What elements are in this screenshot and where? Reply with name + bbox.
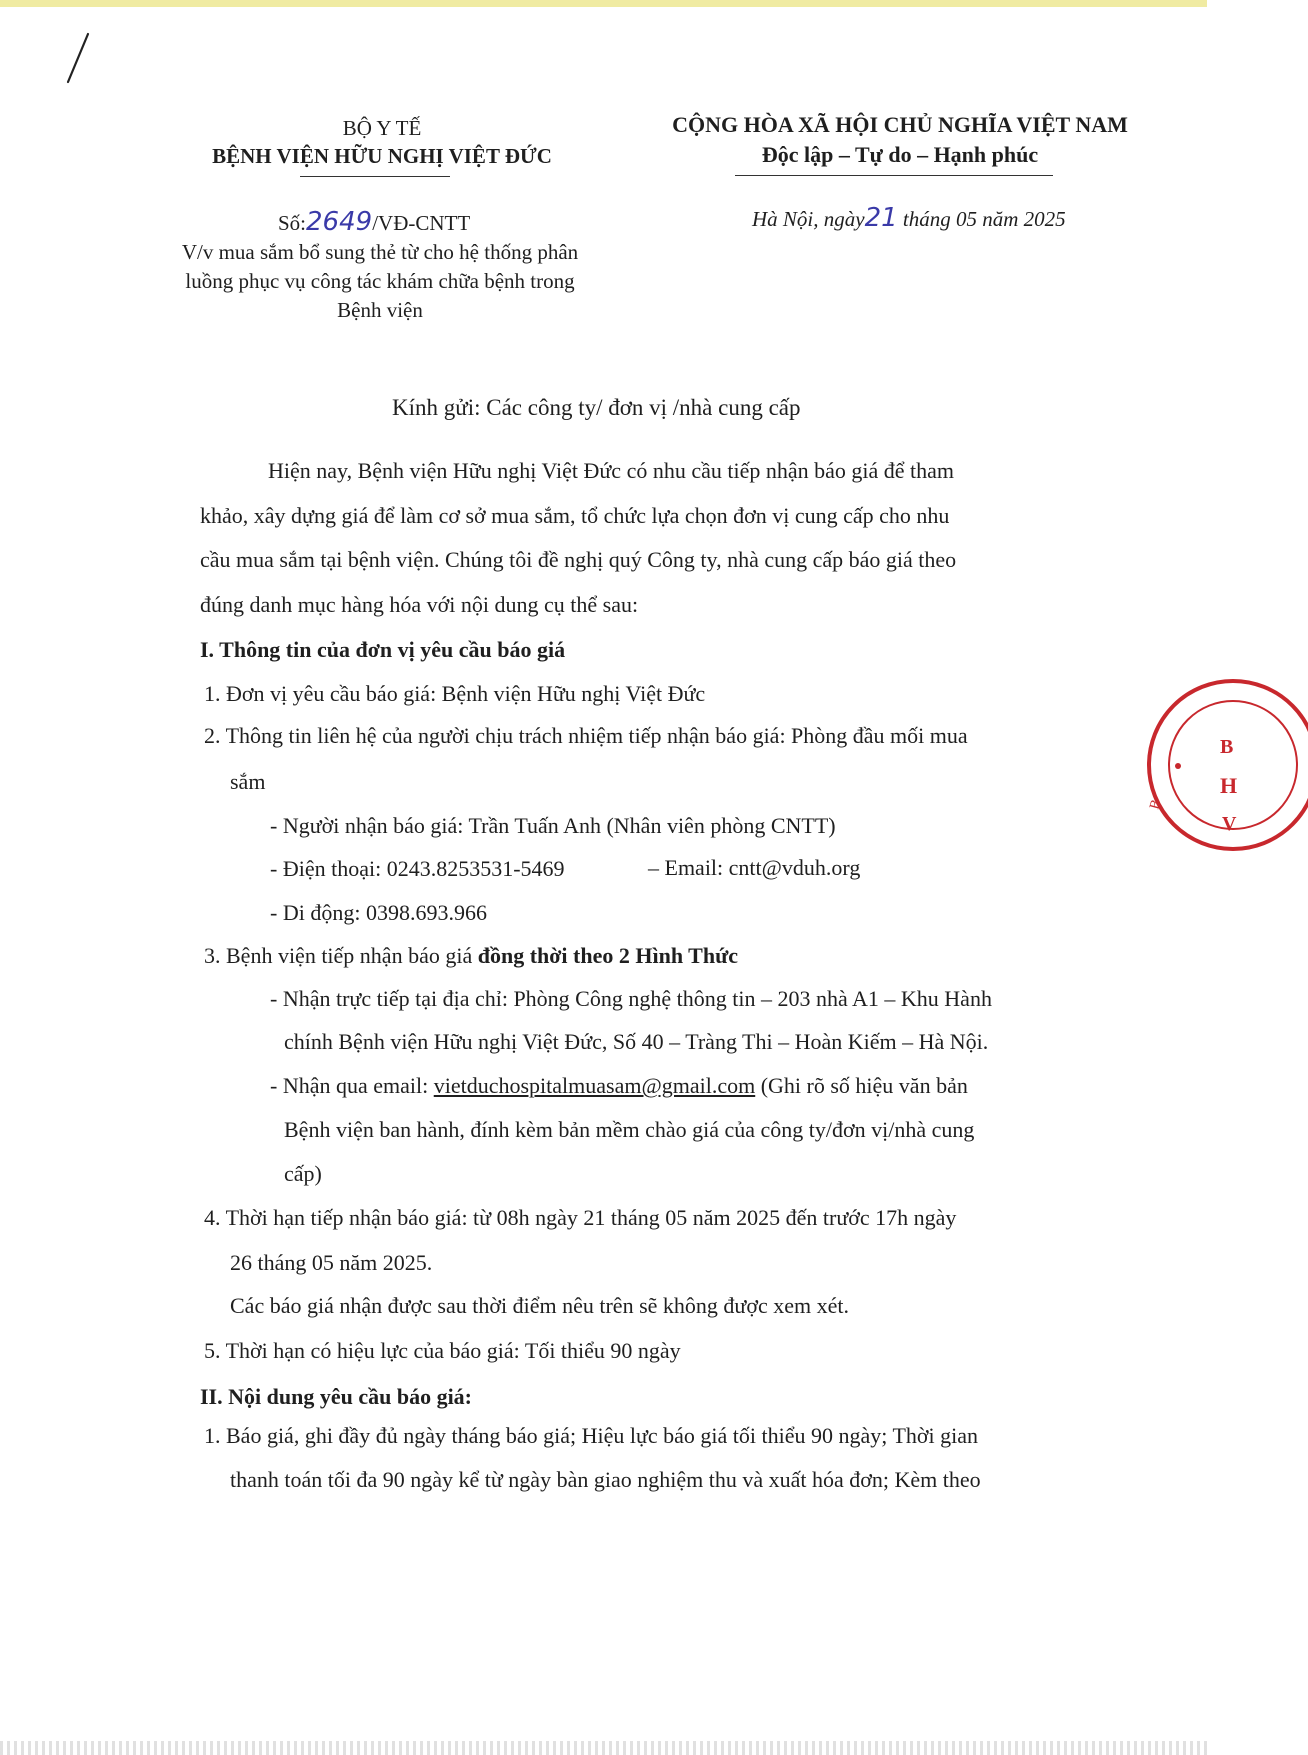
phone-line: - Điện thoại: 0243.8253531-5469: [270, 856, 565, 881]
number-prefix: Số:: [278, 211, 307, 235]
section-1-item-4-note: Các báo giá nhận được sau thời điểm nêu trên sẽ không được xem xét.: [230, 1293, 849, 1318]
section-1-item-4-line-2: 26 tháng 05 năm 2025.: [230, 1250, 433, 1275]
section-2-heading: II. Nội dung yêu cầu báo giá:: [200, 1384, 473, 1409]
section-1-item-2-line-2: sắm: [230, 769, 266, 794]
scan-edge-top: [0, 0, 1207, 7]
intro-line-3: cầu mua sắm tại bệnh viện. Chúng tôi đề nghị quý Công ty, nhà cung cấp báo giá theo: [200, 547, 957, 572]
section-2-item-1-line-1: 1. Báo giá, ghi đầy đủ ngày tháng báo giá; Hiệu lực báo giá tối thiểu 90 ngày; Thời gian: [204, 1423, 979, 1448]
date-prefix: Hà Nội, ngày: [752, 207, 865, 231]
section-1-heading: I. Thông tin của đơn vị yêu cầu báo giá: [200, 637, 566, 662]
email-submission-line-2: Bệnh viện ban hành, đính kèm bản mềm chào giá của công ty/đơn vị/nhà cung: [284, 1117, 975, 1142]
email-prefix: - Nhận qua email:: [270, 1073, 434, 1098]
handwritten-day: 21: [864, 203, 898, 233]
stamp-letter-1: B: [1220, 736, 1234, 758]
intro-line-4: đúng danh mục hàng hóa với nội dung cụ thể sau:: [200, 592, 639, 617]
section-1-item-5: 5. Thời hạn có hiệu lực của báo giá: Tối thiểu 90 ngày: [204, 1338, 681, 1363]
submission-email-link[interactable]: vietduchospitalmuasam@gmail.com: [433, 1073, 756, 1098]
stamp-ring-letter: B: [1147, 798, 1165, 812]
addressee: Kính gửi: Các công ty/ đơn vị /nhà cung cấp: [392, 395, 801, 420]
email-submission-line-1: [270, 1073, 968, 1099]
section-2-item-1-line-2: thanh toán tối đa 90 ngày kể từ ngày bàn giao nghiệm thu và xuất hóa đơn; Kèm theo: [230, 1467, 981, 1492]
section-1-item-1: 1. Đơn vị yêu cầu báo giá: Bệnh viện Hữu nghị Việt Đức: [204, 681, 706, 706]
hospital-name: BỆNH VIỆN HỮU NGHỊ VIỆT ĐỨC: [212, 144, 552, 168]
red-stamp-seal: [1138, 640, 1308, 890]
ministry-name: BỘ Y TẾ: [342, 116, 422, 140]
republic-name: CỘNG HÒA XÃ HỘI CHỦ NGHĨA VIỆT NAM: [672, 112, 1128, 137]
intro-line-1: Hiện nay, Bệnh viện Hữu nghị Việt Đức có nhu cầu tiếp nhận báo giá để tham: [268, 458, 955, 483]
stamp-letter-3: V: [1222, 813, 1237, 835]
document-number: [278, 207, 470, 237]
email-suffix: (Ghi rõ số hiệu văn bản: [755, 1073, 968, 1098]
direct-address-line-1: - Nhận trực tiếp tại địa chỉ: Phòng Công nghệ thông tin – 203 nhà A1 – Khu Hành: [270, 986, 992, 1011]
subject-line-3: Bệnh viện: [337, 298, 423, 322]
intro-line-2: khảo, xây dựng giá để làm cơ sở mua sắm, tổ chức lựa chọn đơn vị cung cấp cho nhu: [200, 503, 950, 528]
receiver-line: - Người nhận báo giá: Trần Tuấn Anh (Nhân viên phòng CNTT): [270, 813, 836, 838]
issue-date: [752, 203, 1066, 233]
section-1-item-2-line-1: 2. Thông tin liên hệ của người chịu trách nhiệm tiếp nhận báo giá: Phòng đầu mối mua: [204, 723, 968, 748]
subject-line-2: luồng phục vụ công tác khám chữa bệnh trong: [185, 269, 575, 293]
number-suffix: /VĐ-CNTT: [372, 211, 471, 235]
national-motto: Độc lập – Tự do – Hạnh phúc: [761, 142, 1039, 167]
handwritten-number: 2649: [306, 207, 373, 237]
mobile-line: - Di động: 0398.693.966: [270, 900, 487, 925]
hospital-underline: [300, 176, 450, 177]
direct-address-line-2: chính Bệnh viện Hữu nghị Việt Đức, Số 40 – Tràng Thi – Hoàn Kiếm – Hà Nội.: [284, 1029, 989, 1054]
section-1-item-3: [204, 943, 738, 969]
section-1-item-4-line-1: 4. Thời hạn tiếp nhận báo giá: từ 08h ngày 21 tháng 05 năm 2025 đến trước 17h ngày: [204, 1205, 957, 1230]
date-suffix: tháng 05 năm 2025: [897, 207, 1066, 231]
scan-edge-bottom: [0, 1741, 1207, 1755]
contact-email-line: – Email: cntt@vduh.org: [648, 855, 861, 880]
item-3-text: 3. Bệnh viện tiếp nhận báo giá: [204, 943, 478, 968]
email-submission-line-3: cấp): [284, 1161, 322, 1186]
handwritten-slash-mark: [64, 30, 104, 90]
stamp-letter-2: H: [1220, 773, 1238, 798]
item-3-emphasis: đồng thời theo 2 Hình Thức: [477, 943, 739, 968]
motto-underline: [735, 175, 1053, 176]
subject-line-1: V/v mua sắm bổ sung thẻ từ cho hệ thống phân: [181, 240, 579, 264]
